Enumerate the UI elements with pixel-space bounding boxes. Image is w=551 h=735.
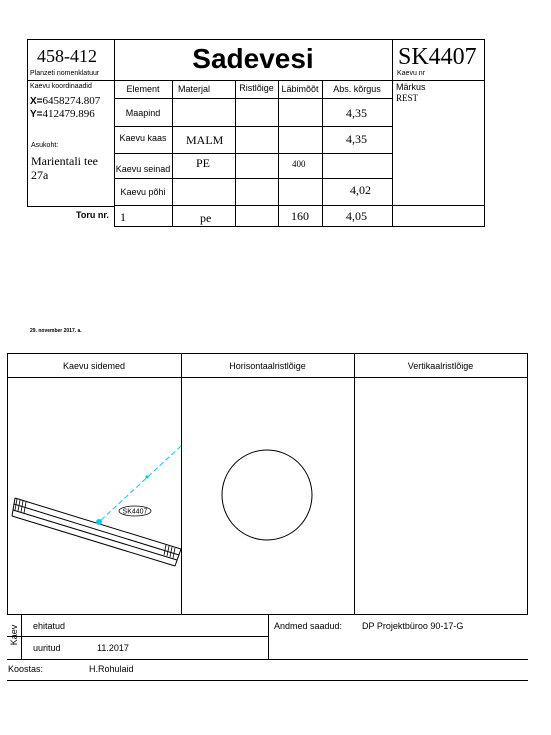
pipe-label: Toru nr. <box>76 210 109 220</box>
row-element-label: Kaevu seinad <box>115 164 171 174</box>
col-title-horizontal-section: Horisontaalristlõige <box>229 361 306 371</box>
pipe-edge <box>13 510 177 560</box>
pipe-height: 4,05 <box>346 209 367 223</box>
col-header-height: Abs. kõrgus <box>333 84 381 94</box>
well-circle <box>222 450 312 540</box>
footer-built-label: ehitatud <box>33 621 66 631</box>
page-title: Sadevesi <box>192 43 314 74</box>
footer-author-value: H.Rohulaid <box>89 664 134 674</box>
footer-source-label: Andmed saadud: <box>274 621 343 631</box>
coord-y-value: 412479.896 <box>42 108 95 120</box>
coord-x <box>30 95 100 107</box>
pipe-material: pe <box>200 211 212 225</box>
document-date: 29. november 2017. a. <box>30 328 82 334</box>
row-height-value: 4,02 <box>350 183 371 197</box>
col-title-connections: Kaevu sidemed <box>62 361 126 371</box>
row-diameter-value: 400 <box>292 159 306 169</box>
footer-author-label: Koostas: <box>8 664 44 674</box>
map-number: 458-412 <box>37 46 97 66</box>
pipe-number: 1 <box>120 210 126 224</box>
footer-surveyed-value: 11.2017 <box>97 643 129 653</box>
coord-y-label: Y= <box>30 109 43 120</box>
map-number-caption: Planzeti nomenklatuur <box>30 70 100 77</box>
connection-marker <box>145 475 148 478</box>
footer-source-value: DP Projektbüroo 90-17-G <box>362 621 464 631</box>
col-header-material: Materjal <box>178 84 211 94</box>
well-id: SK4407 <box>398 44 477 70</box>
col-header-section: Ristlõige <box>239 83 274 93</box>
footer-side-label: Kaev <box>9 624 19 646</box>
well-marker <box>96 519 102 525</box>
row-element-label: Kaevu põhi <box>120 187 166 197</box>
coords-caption: Kaevu koordinaadid <box>30 83 92 90</box>
location-caption: Asukoht: <box>31 142 59 149</box>
footer-surveyed-label: uuritud <box>33 643 61 653</box>
pipe-end <box>12 498 15 516</box>
pipe-drawing <box>12 498 181 566</box>
row-height-value: 4,35 <box>346 106 367 120</box>
row-material-value: PE <box>196 156 211 170</box>
pipe-diameter: 160 <box>291 209 309 223</box>
col-header-diameter: Läbimõõt <box>281 84 319 94</box>
row-material-value: MALM <box>186 133 224 147</box>
pipe-edge <box>12 516 175 566</box>
col-header-element: Element <box>126 84 160 94</box>
well-id-caption: Kaevu nr <box>397 70 426 77</box>
row-element-label: Kaevu kaas <box>119 133 167 143</box>
col-title-vertical-section: Vertikaalristlõige <box>407 361 474 371</box>
coord-y <box>30 108 95 120</box>
coord-x-label: X= <box>30 96 43 107</box>
note-value: REST <box>396 93 419 103</box>
location-value: Marientali tee 27a <box>31 154 98 182</box>
well-tag: SK4407 <box>122 508 148 516</box>
connections-drawing <box>7 378 181 614</box>
row-element-label: Maapind <box>125 108 161 118</box>
row-height-value: 4,35 <box>346 132 367 146</box>
col-header-note: Märkus <box>396 82 426 92</box>
horizontal-section-drawing <box>181 378 354 614</box>
pipe-edge <box>14 504 179 555</box>
coord-x-value: 6458274.807 <box>42 95 101 107</box>
